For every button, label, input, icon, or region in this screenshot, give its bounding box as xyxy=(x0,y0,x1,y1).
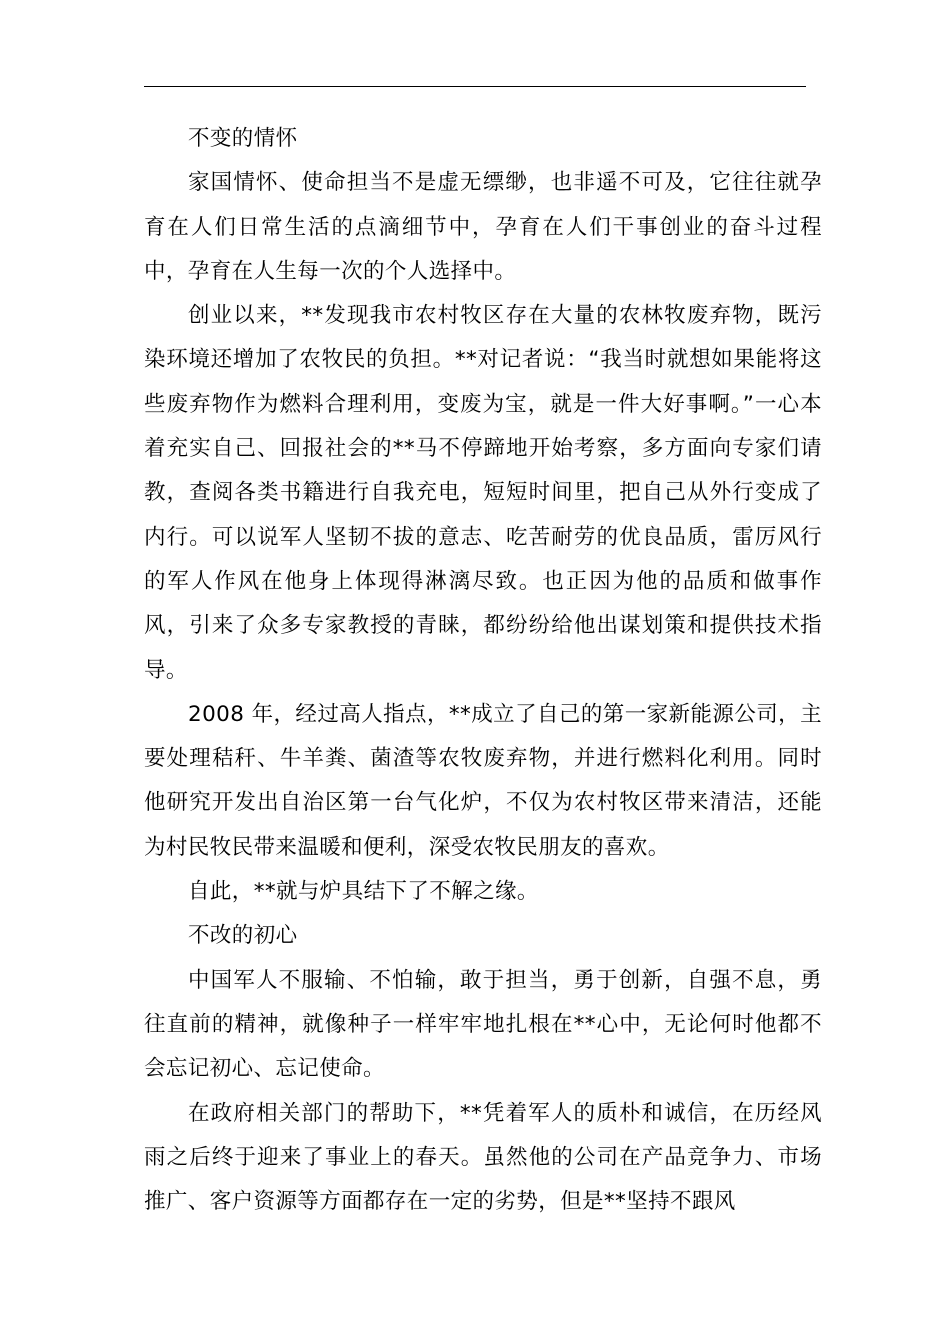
body-paragraph: 家国情怀、使命担当不是虚无缥缈，也非遥不可及，它往往就孕育在人们日常生活的点滴细节中，孕育在人们干事创业的奋斗过程中，孕育在人生每一次的个人选择中。 xyxy=(144,170,822,284)
section-heading-unchanged-intention: 不改的初心 xyxy=(188,923,298,949)
body-paragraph: 自此，**就与炉具结下了不解之缘。 xyxy=(188,879,539,905)
section-heading-unchanged-feelings: 不变的情怀 xyxy=(188,126,298,151)
document-body xyxy=(144,117,822,1224)
body-paragraph: 中国军人不服输、不怕输，敢于担当，勇于创新，自强不息，勇往直前的精神，就像种子一样牢牢地扎根在**心中，无论何时他都不会忘记初心、忘记使命。 xyxy=(144,967,822,1082)
body-paragraph: 2008 年，经过高人指点，**成立了自己的第一家新能源公司，主要处理秸秆、牛羊粪、菌渣等农牧废弃物，并进行燃料化利用。同时他研究开发出自治区第一台气化炉，不仅为农村牧区带来清洁，还能为村民牧民带来温暖和便利，深受农牧民朋友的喜欢。 xyxy=(144,701,822,860)
body-paragraph: 创业以来，**发现我市农村牧区存在大量的农林牧废弃物，既污染环境还增加了农牧民的负担。**对记者说：“我当时就想如果能将这些废弃物作为燃料合理利用，变废为宝，就是一件大好事啊。”一心本着充实自己、回报社会的**马不停蹄地开始考察，多方面向专家们请教，查阅各类书籍进行自我充电，短短时间里，把自己从外行变成了内行。可以说军人坚韧不拔的意志、吃苦耐劳的优良品质，雷厉风行的军人作风在他身上体现得淋漓尽致。也正因为他的品质和做事作风，引来了众多专家教授的青睐，都纷纷给他出谋划策和提供技术指导。 xyxy=(144,303,822,683)
body-paragraph: 在政府相关部门的帮助下，**凭着军人的质朴和诚信，在历经风雨之后终于迎来了事业上的春天。虽然他的公司在产品竞争力、市场推广、客户资源等方面都存在一定的劣势，但是**坚持不跟风 xyxy=(144,1100,822,1215)
header-rule xyxy=(144,86,806,87)
